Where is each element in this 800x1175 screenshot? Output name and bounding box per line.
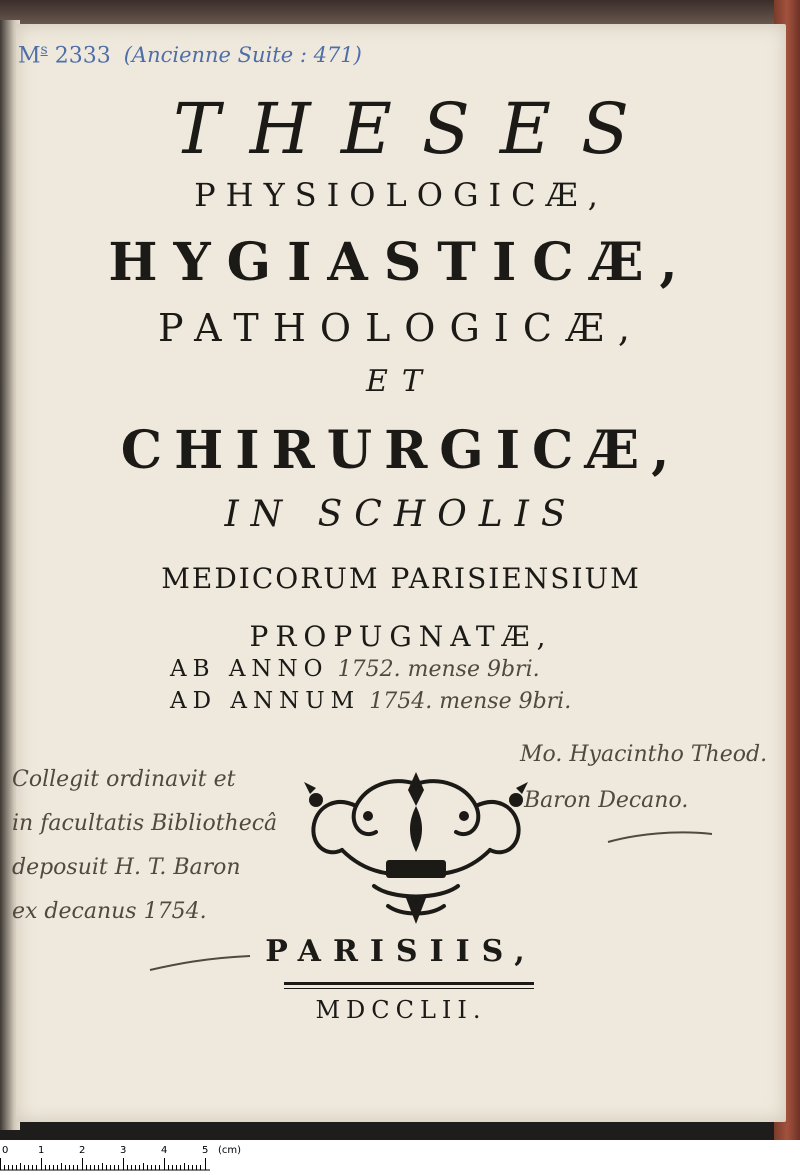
- title-page: [12, 24, 786, 1122]
- date-from-hand: 1752. mense 9bri.: [337, 657, 540, 682]
- scale-label-5: 5: [202, 1145, 209, 1156]
- title-in-scholis: IN SCHOLIS: [224, 494, 578, 535]
- note-right-line-2: Baron Decano.: [524, 788, 689, 813]
- note-left-line-4: ex decanus 1754.: [12, 899, 207, 924]
- ornament-vignette: [296, 766, 536, 926]
- title-chirurgicae: CHIRURGICÆ,: [120, 420, 682, 481]
- scale-label-3: 3: [120, 1145, 127, 1156]
- note-left-line-2: in facultatis Bibliothecâ: [12, 811, 278, 836]
- date-from-label: AB ANNO: [170, 656, 329, 682]
- shelfmark-note: (Ancienne Suite : 471): [123, 43, 362, 68]
- book-cover-top: [0, 0, 800, 26]
- scale-unit: (cm): [218, 1145, 242, 1156]
- date-to-hand: 1754. mense 9bri.: [369, 689, 572, 714]
- imprint-rule-thick: [284, 982, 534, 985]
- shelfmark-sup: s: [40, 42, 48, 58]
- note-left-line-3: deposuit H. T. Baron: [12, 855, 241, 880]
- imprint-year: MDCCLII.: [315, 996, 487, 1024]
- scale-label-2: 2: [79, 1145, 86, 1156]
- scale-label-0: 0: [2, 1145, 9, 1156]
- scale-label-4: 4: [161, 1145, 168, 1156]
- date-to-label: AD ANNUM: [170, 688, 361, 714]
- title-physiologicae: PHYSIOLOGICÆ,: [194, 176, 608, 214]
- note-right-line-1: Mo. Hyacintho Theod.: [520, 742, 768, 767]
- title-theses: THESES: [173, 88, 659, 170]
- shelfmark-number: 2333: [54, 43, 111, 69]
- shelfmark: [18, 42, 362, 68]
- date-from-row: [170, 656, 540, 682]
- date-to-row: [170, 688, 571, 714]
- flourish-right: [606, 824, 716, 848]
- title-hygiasticae: HYGIASTICÆ,: [108, 232, 694, 293]
- title-et: ET: [366, 364, 436, 399]
- imprint-rule-thin: [284, 988, 534, 989]
- note-left-line-1: Collegit ordinavit et: [12, 767, 236, 792]
- title-pathologicae: PATHOLOGICÆ,: [157, 306, 645, 350]
- title-propugnatae: PROPUGNATÆ,: [249, 620, 553, 653]
- handwritten-note-left: [12, 758, 277, 934]
- shelfmark-prefix: M: [18, 43, 41, 69]
- handwritten-note-right: [520, 732, 767, 824]
- title-medicorum: MEDICORUM PARISIENSIUM: [161, 562, 641, 595]
- imprint-place: PARISIIS,: [265, 934, 537, 969]
- scale-label-1: 1: [38, 1145, 45, 1156]
